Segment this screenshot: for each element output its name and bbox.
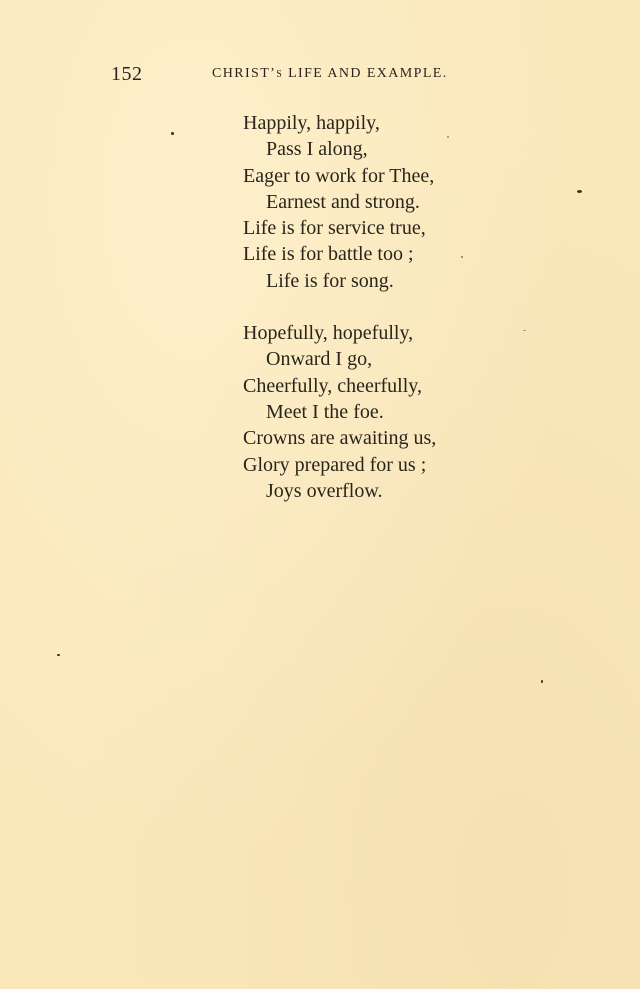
paper-speck	[523, 330, 526, 331]
poem-line: Meet I the foe.	[266, 400, 384, 423]
poem-line: Eager to work for Thee,	[243, 164, 435, 187]
poem-line: Crowns are awaiting us,	[243, 427, 437, 450]
poem-line: Life is for song.	[266, 269, 394, 292]
stanza-2	[243, 320, 543, 504]
paper-speck	[461, 256, 463, 258]
paper-speck	[447, 136, 449, 138]
page-number: 152	[111, 63, 143, 85]
poem-line: Joys overflow.	[266, 479, 383, 502]
poem-line: Earnest and strong.	[266, 190, 420, 213]
paper-speck	[577, 190, 582, 193]
poem-line: Hopefully, hopefully,	[243, 322, 414, 345]
paper-speck	[57, 654, 60, 656]
poem-line: Onward I go,	[266, 348, 373, 371]
poem	[243, 110, 543, 504]
paper-speck	[541, 680, 543, 683]
poem-line: Happily, happily,	[243, 112, 380, 134]
poem-line: Life is for service true,	[243, 217, 426, 240]
paper-speck	[171, 132, 174, 135]
poem-line: Pass I along,	[266, 138, 368, 161]
stanza-1	[243, 110, 543, 294]
running-title: CHRIST’s LIFE AND EXAMPLE.	[212, 66, 448, 81]
poem-line: Cheerfully, cheerfully,	[243, 374, 422, 397]
poem-line: Glory prepared for us ;	[243, 453, 427, 476]
poem-line: Life is for battle too ;	[243, 243, 414, 266]
